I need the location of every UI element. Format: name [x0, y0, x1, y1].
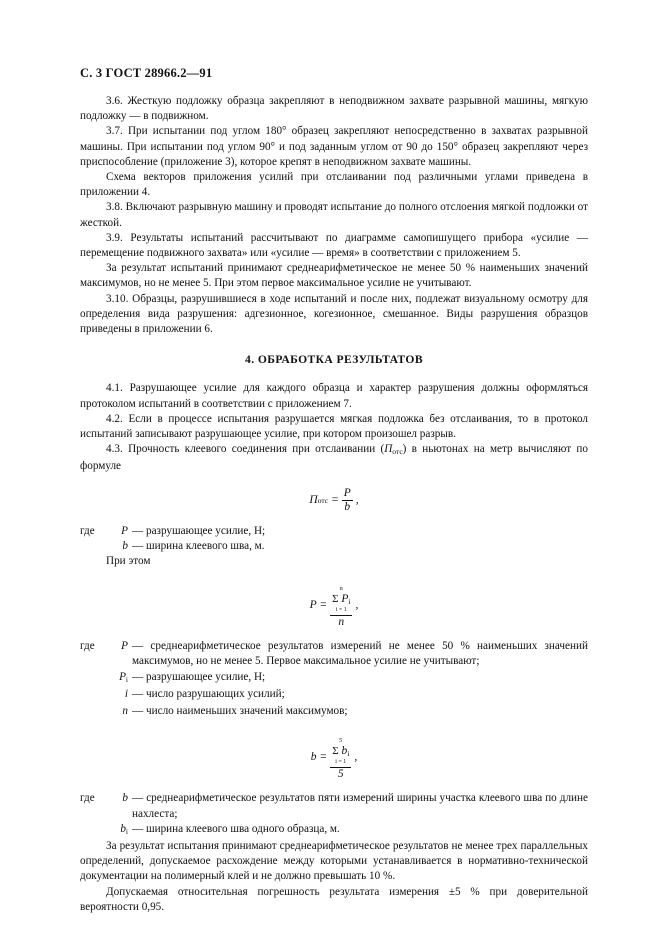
- where-symbol: [106, 687, 132, 704]
- where-label: где: [80, 792, 95, 805]
- sum-operator: [332, 585, 350, 615]
- paragraph: 3.8. Включают разрывную машину и проводят испытание до полного отслоения мягкой подложки от жесткой.: [80, 201, 588, 229]
- where-label: [80, 539, 106, 554]
- subscript: отс: [392, 447, 403, 457]
- formula-end: ,: [355, 493, 359, 506]
- paragraph: 3.7. При испытании под углом 180° образец закрепляют непосредственно в захватах разрывной машины. При испытании под углом 90° и под заданным углом от 90 до 150° образец закрепляют через приспособление (приложение 3), которое крепят в неподвижном захвате машины.: [80, 125, 588, 168]
- formula-lhs-sub: отс: [317, 495, 329, 505]
- formula-lhs: П: [309, 493, 318, 506]
- where-symbol: [106, 704, 132, 721]
- where-text: — число наименьших значений максимумов;: [132, 705, 348, 718]
- sum-term-sub: i: [347, 749, 350, 759]
- paragraph-4-3: [80, 442, 588, 474]
- sum-term: P: [341, 593, 349, 606]
- numerator: P: [343, 486, 351, 499]
- section-heading: 4. ОБРАБОТКА РЕЗУЛЬТАТОВ: [245, 353, 423, 367]
- formula-mean-force: [80, 581, 588, 629]
- where-block-2: [80, 639, 588, 721]
- symbol: П: [384, 443, 393, 456]
- where-text: — число разрушающих усилий;: [132, 687, 285, 700]
- where-text: — ширина клеевого шва, м.: [132, 539, 265, 552]
- sigma-symbol: Σ: [332, 593, 339, 606]
- numerator: [330, 733, 351, 768]
- subscript: i: [125, 826, 128, 836]
- denominator: b: [344, 500, 351, 513]
- sum-lower-limit: i = 1: [335, 759, 347, 766]
- symbol: b: [120, 822, 126, 835]
- sum-upper-limit: n: [339, 586, 343, 593]
- where-row: [80, 687, 588, 704]
- where-text: — разрушающее усилие, Н;: [132, 670, 266, 683]
- denominator: n: [338, 616, 345, 629]
- where-row: [80, 704, 588, 721]
- sum-operator: [332, 737, 349, 767]
- formula-mean-width: [80, 733, 588, 781]
- where-block-1: [80, 524, 588, 570]
- where-row: [80, 791, 588, 821]
- paragraph: 4.1. Разрушающее усилие для каждого образца и характер разрушения должны оформляться протоколом испытаний в соответствии с приложением 7.: [80, 382, 588, 410]
- where-text: — среднеарифметическое результатов пяти измерений ширины участка клеевого шва по длине нахлеста;: [132, 792, 588, 820]
- where-row: [80, 670, 588, 687]
- where-row: [80, 524, 588, 539]
- symbol: b: [122, 792, 128, 805]
- where-block-3: [80, 791, 588, 839]
- denominator: 5: [337, 768, 344, 781]
- symbol: P: [121, 640, 128, 653]
- where-symbol: P: [121, 524, 128, 537]
- formula-lhs: b =: [310, 750, 328, 763]
- paragraph: Схема векторов приложения усилий при отслаивании под различными углами приведена в приложении 4.: [80, 171, 588, 199]
- subscript: i: [125, 674, 128, 684]
- fraction: [330, 581, 352, 629]
- paragraph: 3.6. Жесткую подложку образца закрепляют в неподвижном захвате разрывной машины, мягкую подложку — в подвижном.: [80, 95, 588, 123]
- sum-lower-limit: i = 1: [335, 607, 347, 614]
- sum-term-sub: i: [348, 597, 351, 607]
- paragraph: За результат испытаний принимают среднеарифметическое не менее 50 % наименьших значений максимумов, но не менее 5. При этом первое максимальное усилие не учитывают.: [80, 262, 588, 290]
- where-label: где: [80, 640, 95, 653]
- paragraph-text: При этом: [106, 555, 151, 568]
- paragraph: 3.9. Результаты испытаний рассчитывают по диаграмме самопишущего прибора «усилие — перемещение подвижного захвата» или «усилие — время» в соответствии с приложением 5.: [80, 231, 588, 260]
- formula-end: ,: [355, 598, 359, 611]
- sum-term: b: [341, 745, 348, 758]
- where-label: [80, 704, 106, 721]
- where-label: где: [80, 524, 95, 537]
- where-text: — среднеарифметическое результатов измерений не менее 50 % наименьших значений максимумов, но не менее 5. Первое максимальное усилие не учитывают;: [132, 640, 588, 668]
- sum-upper-limit: 5: [339, 738, 343, 745]
- symbol: n: [122, 705, 128, 718]
- numerator: [330, 581, 352, 616]
- paragraph-text: ) в ньютонах на метр вычисляют по формуле: [80, 443, 588, 473]
- formula-peel-strength: П отс = $\frac{P}{b}$ ,: [309, 486, 359, 513]
- where-label: [80, 687, 106, 704]
- symbol: P: [119, 670, 126, 683]
- paragraph-text: 4.3. Прочность клеевого соединения при отслаивании (: [106, 443, 385, 456]
- where-row: [80, 822, 588, 839]
- where-symbol: [106, 791, 132, 821]
- where-symbol: [106, 822, 132, 839]
- paragraph: Допускаемая относительная погрешность результата измерения ±5 % при доверительной вероятности 0,95.: [80, 885, 588, 913]
- sigma-symbol: Σ: [332, 745, 339, 758]
- paragraph: 3.10. Образцы, разрушившиеся в ходе испытаний и после них, подлежат визуальному осмотру для определения вида разрушения: адгезионное, когезионное, смешанное. Виды разрушения образцов приведены в приложении 6.: [80, 292, 588, 336]
- document-body: [80, 94, 588, 915]
- where-row: [80, 639, 588, 669]
- symbol: i: [124, 687, 128, 700]
- where-symbol: [106, 670, 132, 687]
- formula-end: ,: [354, 750, 358, 763]
- where-row: [80, 539, 588, 554]
- formula-lhs: P =: [309, 598, 328, 611]
- where-text: — ширина клеевого шва одного образца, м.: [132, 822, 340, 835]
- where-symbol: b: [122, 539, 128, 552]
- where-label: [80, 670, 106, 687]
- fraction: [342, 487, 353, 514]
- where-symbol: [106, 639, 132, 669]
- where-label: [80, 822, 106, 839]
- paragraph: За результат испытания принимают среднеарифметическое результатов не менее трех параллельных определений, допускаемое расхождение между которыми устанавливается в нормативно-технической документации на полимерный клей и не должно превышать 10 %.: [80, 839, 588, 883]
- paragraph: 4.2. Если в процессе испытания разрушается мягкая подложка без отслаивания, то в протокол испытаний записывают разрушающее усилие, при котором произошел разрыв.: [80, 412, 588, 441]
- fraction: [330, 733, 351, 781]
- page-header: С. 3 ГОСТ 28966.2—91: [80, 66, 213, 80]
- where-text: — разрушающее усилие, Н;: [132, 524, 266, 537]
- section-3-paragraphs: [80, 94, 588, 337]
